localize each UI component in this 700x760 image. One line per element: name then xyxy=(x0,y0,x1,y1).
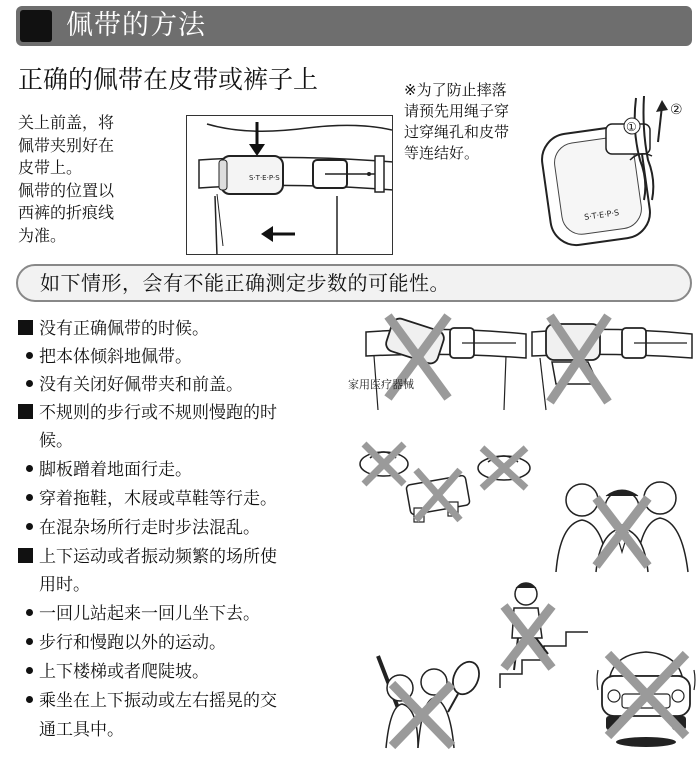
tilted-device-illustration xyxy=(366,310,526,410)
device-logo-text: S·T·E·P·S xyxy=(583,208,620,222)
condition-item: 穿着拖鞋，木屐或草鞋等行走。 xyxy=(26,487,277,512)
condition-item: 在混杂场所行走时步法混乱。 xyxy=(26,516,260,541)
round-bullet-icon xyxy=(26,380,33,387)
step-one-label: ① xyxy=(626,120,637,134)
condition-item: 乘坐在上下振动或左右摇晃的交 xyxy=(26,689,277,714)
intro-line: 佩带夹别好在 xyxy=(18,135,115,155)
condition-heading-cont: 用时。 xyxy=(39,575,90,595)
condition-item-cont: 通工具中。 xyxy=(39,720,124,740)
belt-wearing-illustration xyxy=(186,115,393,255)
intro-line: 关上前盖，将 xyxy=(18,113,115,132)
crowd-illustration xyxy=(552,462,692,572)
watermark-text: 家用医疗器械 xyxy=(348,378,414,391)
condition-item: 步行和慢跑以外的运动。 xyxy=(26,631,226,656)
slippers-illustration xyxy=(356,440,536,530)
condition-item: 一回儿站起来一回儿坐下去。 xyxy=(26,602,260,627)
round-bullet-icon xyxy=(26,465,33,472)
round-bullet-icon xyxy=(26,494,33,501)
notice-line: 请预先用绳子穿 xyxy=(404,102,510,120)
step-two-label: ② xyxy=(670,102,683,118)
intro-text xyxy=(18,112,178,247)
header-square-icon xyxy=(20,10,52,42)
intro-line: 西裤的折痕线 xyxy=(18,203,115,222)
section-title: 正确的佩带在皮带或裤子上 xyxy=(18,65,319,94)
warning-banner-text: 如下情形，会有不能正确测定步数的可能性。 xyxy=(40,271,450,295)
condition-item: 没有关闭好佩带夹和前盖。 xyxy=(26,373,243,398)
condition-item: 脚板蹭着地面行走。 xyxy=(26,458,192,483)
condition-heading: 上下运动或者振动频繁的场所使 xyxy=(18,545,277,570)
square-bullet-icon xyxy=(18,548,33,563)
round-bullet-icon xyxy=(26,667,33,674)
notice-line: 过穿绳孔和皮带 xyxy=(404,123,510,141)
stairs-illustration xyxy=(496,580,606,690)
device-logo-text: S·T·E·P·S xyxy=(249,174,280,182)
round-bullet-icon xyxy=(26,696,33,703)
condition-heading: 没有正确佩带的时候。 xyxy=(18,317,209,342)
square-bullet-icon xyxy=(18,320,33,335)
intro-line: 佩带的位置以 xyxy=(18,180,115,200)
round-bullet-icon xyxy=(26,638,33,645)
round-bullet-icon xyxy=(26,352,33,359)
square-bullet-icon xyxy=(18,404,33,419)
page-title: 佩带的方法 xyxy=(66,10,206,41)
notice-line: 等连结好。 xyxy=(404,144,480,162)
round-bullet-icon xyxy=(26,609,33,616)
intro-line: 皮带上。 xyxy=(18,158,83,177)
strap-attachment-illustration xyxy=(540,90,690,250)
notice-line: ※为了防止摔落 xyxy=(404,81,507,99)
condition-heading-cont: 候。 xyxy=(39,431,73,451)
bumpy-car-illustration xyxy=(596,640,696,750)
condition-item: 上下楼梯或者爬陡坡。 xyxy=(26,660,209,685)
round-bullet-icon xyxy=(26,523,33,530)
intro-line: 为准。 xyxy=(18,225,67,245)
sports-illustration xyxy=(368,648,488,748)
condition-heading: 不规则的步行或不规则慢跑的时 xyxy=(18,401,277,426)
condition-item: 把本体倾斜地佩带。 xyxy=(26,345,192,370)
open-clip-illustration xyxy=(532,310,692,410)
